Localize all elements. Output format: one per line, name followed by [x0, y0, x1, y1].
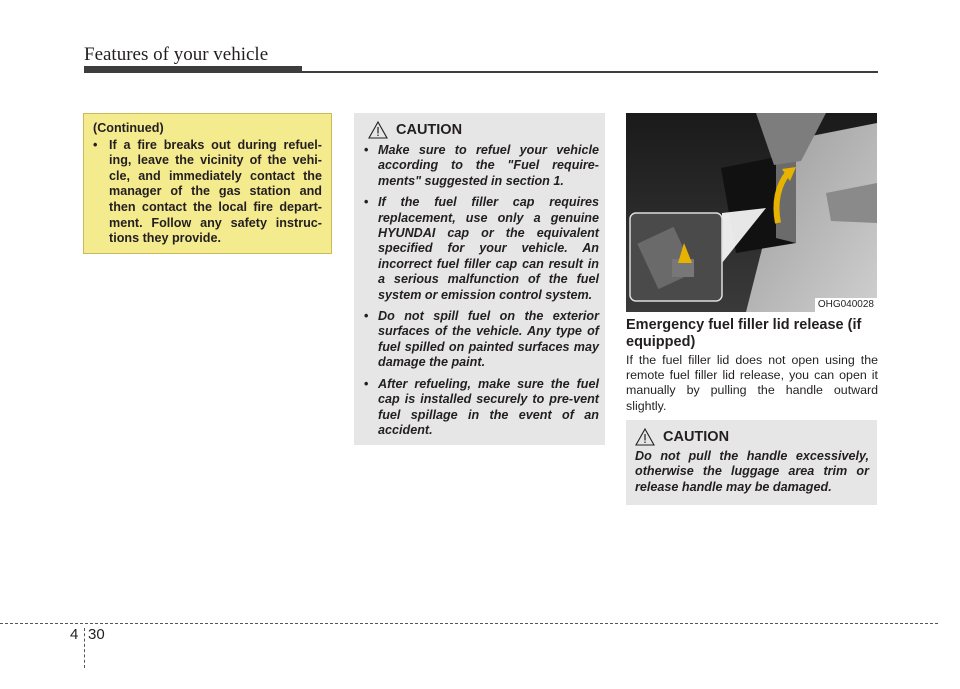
caution-box-main [354, 113, 605, 445]
caution-small-text: Do not pull the handle excessively, otherwise the luggage area trim or release handle may be damaged. [635, 449, 869, 494]
continued-note-box [83, 113, 332, 254]
header-rule [84, 71, 878, 73]
caution-item: • After refueling, make sure the fuel cap is installed securely to pre-vent fuel spillage in the event of an accident. [364, 376, 599, 437]
caution-heading-text: CAUTION [396, 122, 463, 138]
caution-item: • Do not spill fuel on the exterior surfaces of the vehicle. Any type of fuel spilled on painted surfaces may damage the paint. [364, 309, 599, 370]
warning-triangle-icon [368, 121, 388, 139]
bullet-icon: • [93, 137, 98, 152]
caution-item-text: Do not spill fuel on the exterior surfaces of the vehicle. Any type of fuel spilled on painted surfaces may damage the paint. [378, 309, 599, 370]
caution-item-text: Make sure to refuel your vehicle according to the "Fuel require-ments" suggested in section 1. [378, 143, 599, 188]
chapter-number: 4 [70, 626, 79, 643]
footer-divider [84, 628, 85, 668]
caution-heading-text: CAUTION [663, 429, 730, 445]
caution-item: • If the fuel filler cap requires replacement, use only a genuine HYUNDAI cap or the equivalent specified for your vehicle. An incorrect fuel filler cap can result in a serious malfunction of the fuel system or emission control system. [364, 195, 599, 302]
section-body: If the fuel filler lid does not open using the remote fuel filler lid release, you can open it manually by pulling the handle outward slightly. [626, 353, 878, 413]
continued-label: (Continued) [93, 121, 164, 135]
note-bullet-text: If a fire breaks out during refuel-ing, leave the vicinity of the vehi-cle, and immediately contact the manager of the gas station and then contact the local fire depart-ment. Follow any safety instruc-tions they provide. [109, 137, 322, 246]
section-heading: Emergency fuel filler lid release (if equipped) [626, 317, 862, 350]
caution-heading-small [635, 428, 869, 446]
figure-code: OHG040028 [815, 298, 877, 312]
caution-item: • Make sure to refuel your vehicle according to the "Fuel require-ments" suggested in section 1. [364, 143, 599, 188]
page-number: 30 [88, 626, 105, 643]
trunk-release-photo [626, 113, 877, 312]
warning-triangle-icon [635, 428, 655, 446]
trunk-photo-illustration [626, 113, 877, 312]
caution-list [364, 143, 599, 438]
note-bullet-item [93, 138, 322, 247]
caution-item-text: After refueling, make sure the fuel cap is installed securely to pre-vent fuel spillage in the event of an accident. [378, 376, 599, 437]
caution-heading-main [368, 121, 599, 139]
page-header-title: Features of your vehicle [84, 44, 269, 65]
caution-item-text: If the fuel filler cap requires replacement, use only a genuine HYUNDAI cap or the equivalent specified for your vehicle. An incorrect fuel filler cap can result in a serious malfunction of the fuel system or emission control system. [378, 195, 599, 302]
footer-rule [0, 623, 938, 624]
caution-box-small [626, 420, 877, 505]
